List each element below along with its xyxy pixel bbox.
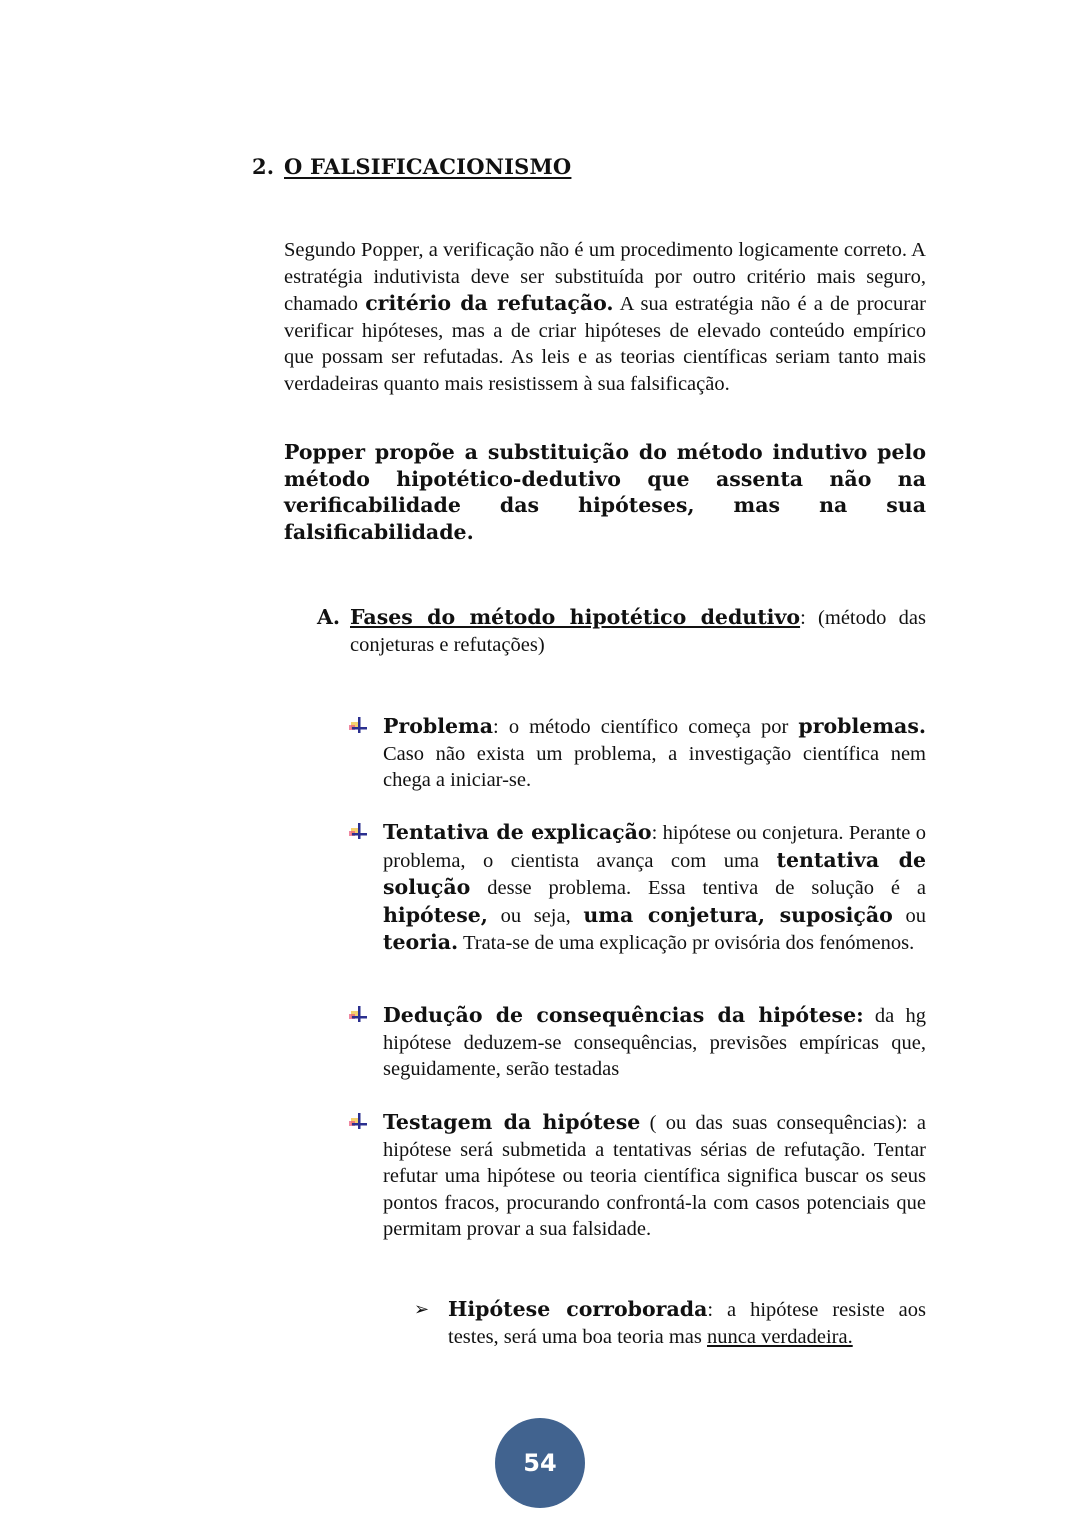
bold-statement-paragraph: Popper propõe a substituição do método indutivo pelo método hipotético-dedutivo que assenta não na verificabilidade das hipóteses, mas na sua falsificabilidade. (284, 440, 926, 544)
sub-bullet-underlined: nunca verdadeira. (707, 1325, 853, 1348)
bullet-text: Problema: o método científico começa por problemas. Caso não exista um problema, a investigação científica nem chega a iniciar-se. (383, 714, 926, 792)
subsection-subtitle: : (método das conjeturas e refutações) (350, 607, 926, 656)
down-arrow-bullet-icon (349, 1006, 369, 1024)
sub-bullet-term: Hipótese corroborada (448, 1297, 708, 1321)
section-heading (252, 154, 571, 179)
section-number: 2. (252, 154, 275, 179)
down-arrow-bullet-icon (349, 717, 369, 735)
section-title: O FALSIFICACIONISMO (284, 154, 572, 179)
subsection-letter: A. (317, 605, 341, 629)
bullet-tentativa-de-explicacao (349, 819, 926, 957)
page-number-badge: 54 (495, 1418, 585, 1508)
bullet-problema (349, 713, 926, 794)
sub-bullet-corroborada (414, 1296, 926, 1350)
arrowhead-bullet-icon: ➢ (414, 1299, 430, 1319)
bullet-text: Dedução de consequências da hipótese: da hg hipótese deduzem-se consequências, previsões empíricas que, seguidamente, serão testadas (383, 1003, 926, 1081)
subsection-title: Fases do método hipotético dedutivo (350, 605, 801, 629)
bullet-deducao (349, 1002, 926, 1083)
down-arrow-bullet-icon (349, 823, 369, 841)
bullet-text: Tentativa de explicação: hipótese ou conjetura. Perante o problema, o cientista avança com uma tentativa de solução desse problema. Essa tentiva de solução é a hipótese, ou seja, uma conjetura, suposição ou teoria. Trata-se de uma explicação pr ovisória dos fenómenos. (383, 820, 926, 955)
intro-paragraph (284, 237, 926, 398)
down-arrow-bullet-icon (349, 1113, 369, 1131)
subsection-a (317, 604, 926, 658)
intro-text: Segundo Popper, a verificação não é um procedimento logicamente correto. A estratégia indutivista deve ser substituída por outro critério mais seguro, chamado (284, 239, 926, 316)
intro-bold-term: critério da refutação. (365, 291, 614, 316)
sub-bullet-text: : a hipótese resiste aos testes, será uma boa teoria mas (448, 1299, 926, 1348)
bullet-testagem (349, 1109, 926, 1243)
bullet-text: Testagem da hipótese ( ou das suas consequências): a hipótese será submetida a tentativas sérias de refutação. Tentar refutar uma hipótese ou teoria científica significa buscar os seus pontos fracos, procurando confrontá-la com casos potenciais que permitam provar a sua falsidade. (383, 1110, 926, 1241)
intro-text-continued: A sua estratégia não é a de procurar verificar hipóteses, mas a de criar hipóteses de elevado conteúdo empírico que possam ser refutadas. As leis e as teorias científicas seriam tanto mais verdadeiras quanto mais resistissem à sua falsificação. (284, 293, 927, 395)
